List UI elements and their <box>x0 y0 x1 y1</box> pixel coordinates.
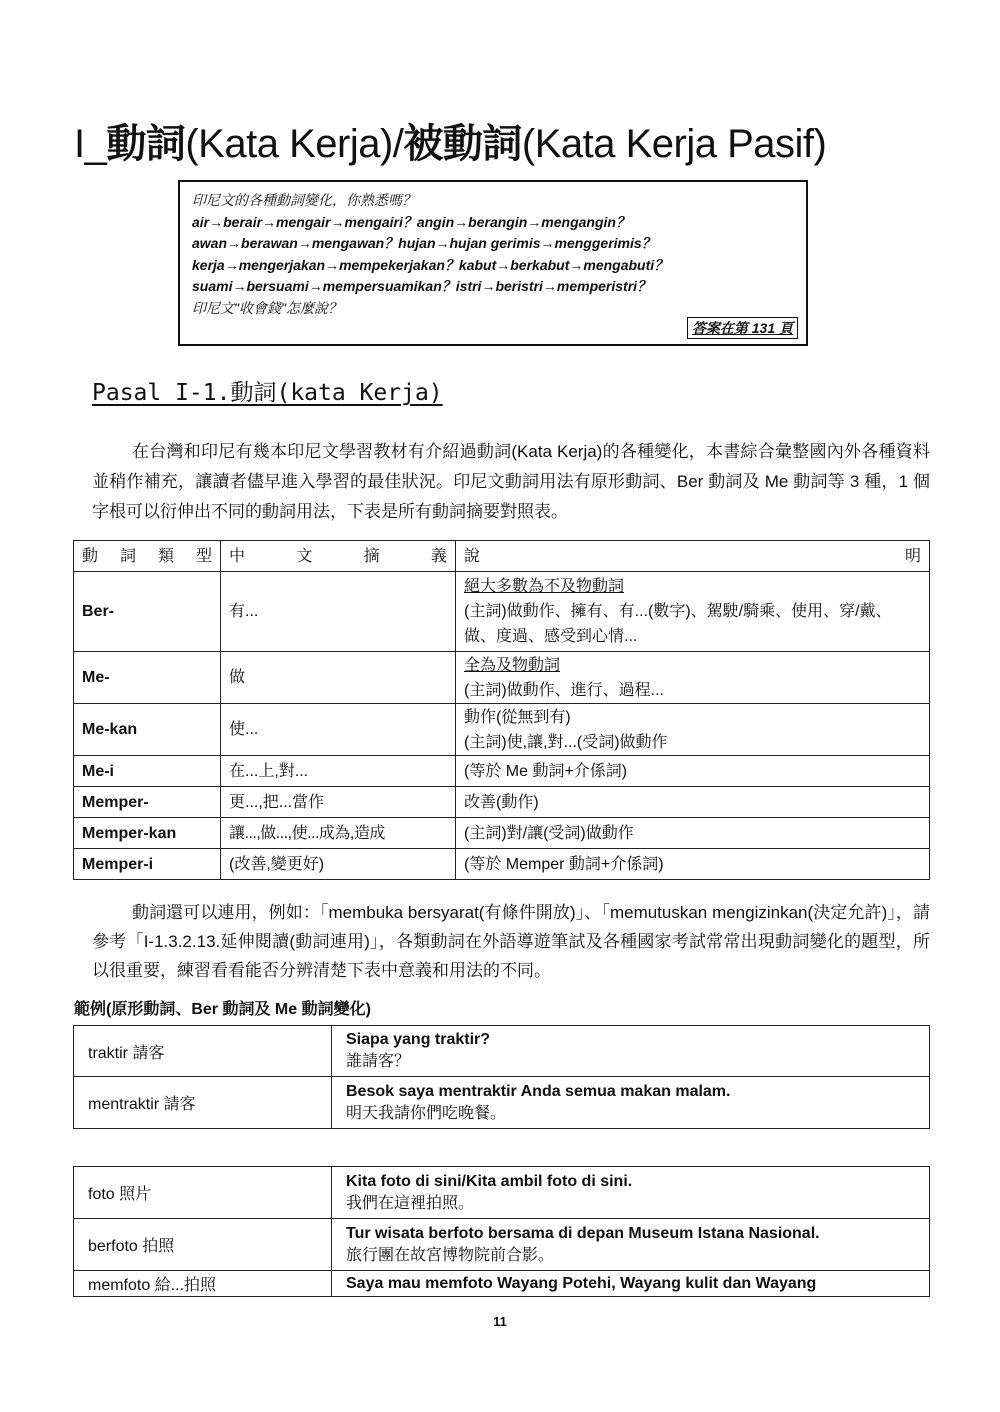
example-gloss: 給...拍照 <box>154 1277 217 1294</box>
header-char: 類 <box>157 547 174 565</box>
example-sentence-zh: 我們在這裡拍照。 <box>346 1194 475 1212</box>
quiz-line: kerja→mengerjakan→mempekerjakan？kabut→berkabut→mengabuti？ <box>192 256 669 273</box>
example-sentence-cell <box>332 1026 930 1077</box>
example-sentence-cell <box>332 1271 930 1297</box>
verb-description-lead: 動作(從無到有) <box>464 708 571 726</box>
verb-meaning: 使... <box>221 704 456 756</box>
example-sentence-id: Besok saya mentraktir Anda semua makan malam. <box>346 1082 731 1100</box>
verb-description <box>456 572 930 652</box>
verb-type: Me- <box>74 652 221 704</box>
header-char: 明 <box>904 547 921 565</box>
quiz-line: awan→berawan→mengawan？hujan→hujan gerimis→menggerimis？ <box>192 235 656 251</box>
example-word: memfoto <box>88 1277 151 1294</box>
header-char: 中 <box>229 547 246 565</box>
table-row <box>74 1026 930 1077</box>
table-row <box>74 652 930 704</box>
table-row <box>74 849 930 880</box>
verb-meaning: 在...上,對... <box>221 756 456 787</box>
verb-type: Me-i <box>74 756 221 787</box>
example-sentence-zh: 明天我請你們吃晚餐。 <box>346 1104 507 1122</box>
verb-description-lead: 全為及物動詞 <box>464 656 561 674</box>
example-sentence-cell <box>332 1077 930 1129</box>
header-type <box>74 541 221 572</box>
example-sentence-cell <box>332 1219 930 1271</box>
verb-summary-table <box>73 540 930 880</box>
verb-type: Memper-kan <box>74 818 221 849</box>
header-char: 動 <box>82 547 99 565</box>
intro-paragraph: 在台灣和印尼有幾本印尼文學習教材有介紹過動詞(Kata Kerja)的各種變化，本書綜合彙整國內外各種資料並稍作補充，讓讀者儘早進入學習的最佳狀況。印尼文動詞用法有原形動詞、Ber 動詞及 Me 動詞等 3 種，1 個字根可以衍伸出不同的動詞用法，下表是所有動詞摘要對照表。 <box>92 442 930 521</box>
page-number: 11 <box>493 1314 507 1329</box>
verb-type: Ber- <box>74 572 221 652</box>
header-char: 說 <box>464 547 481 565</box>
example-word-cell <box>74 1167 332 1219</box>
example-sentence-id: Tur wisata berfoto bersama di depan Museum Istana Nasional. <box>346 1224 820 1242</box>
verb-type: Me-kan <box>74 704 221 756</box>
verb-meaning: 有... <box>221 572 456 652</box>
example-word-cell <box>74 1271 332 1297</box>
table-row <box>74 572 930 652</box>
example-sentence-id: Saya mau memfoto Wayang Potehi, Wayang kulit dan Wayang <box>346 1274 817 1292</box>
header-description <box>456 541 930 572</box>
verb-description: (等於 Me 動詞+介係詞) <box>456 756 930 787</box>
header-char: 詞 <box>119 547 136 565</box>
example-gloss: 拍照 <box>142 1238 175 1255</box>
example-title: 範例(原形動詞、Ber 動詞及 Me 動詞變化) <box>74 1001 371 1018</box>
table-row <box>74 1077 930 1129</box>
header-char: 義 <box>430 547 447 565</box>
chapter-cjk-verb: 動詞 <box>106 122 186 166</box>
verb-meaning: 讓...,做...,使...成為,造成 <box>221 818 456 849</box>
verb-description: (等於 Memper 動詞+介係詞) <box>456 849 930 880</box>
example-word-cell <box>74 1219 332 1271</box>
header-char: 摘 <box>363 547 380 565</box>
example-sentence-zh: 誰請客？ <box>346 1053 411 1070</box>
header-char: 文 <box>296 547 313 565</box>
example-word: mentraktir <box>88 1096 160 1113</box>
conjunction-paragraph: 動詞還可以連用，例如：「membuka bersyarat(有條件開放)」、「memutuskan mengizinkan(決定允許)」，請參考「I-1.3.2.13.延伸閱讀(動詞連用)」，各類動詞在外語導遊筆試及各種國家考試常常出現動詞變化的題型，所以很重要，練習看看能否分辨清楚下表中意義和用法的不同。 <box>92 903 930 980</box>
chapter-prefix: I_ <box>74 122 107 166</box>
table-header-row <box>74 541 930 572</box>
table-row <box>74 1271 930 1297</box>
quiz-line: suami→bersuami→mempersuamikan？istri→beristri→memperistri？ <box>192 278 652 294</box>
chapter-latin-passive: (Kata Kerja Pasif) <box>521 122 827 166</box>
example-table-foto <box>73 1166 930 1297</box>
verb-type: Memper-i <box>74 849 221 880</box>
section-title: Pasal I-1.動詞(kata Kerja) <box>92 380 443 406</box>
example-word: foto <box>88 1186 115 1203</box>
verb-description <box>456 704 930 756</box>
table-row <box>74 1219 930 1271</box>
verb-description: (主詞)對/讓(受詞)做動作 <box>456 818 930 849</box>
verb-meaning: (改善,變更好) <box>221 849 456 880</box>
quiz-question: 印尼文的各種動詞變化，你熟悉嗎？ <box>192 192 416 208</box>
example-gloss: 照片 <box>119 1186 152 1203</box>
verb-meaning: 做 <box>221 652 456 704</box>
chapter-latin-verb: (Kata Kerja)/ <box>185 122 404 166</box>
header-char: 型 <box>195 547 212 565</box>
example-sentence-cell <box>332 1167 930 1219</box>
example-sentence-id: Siapa yang traktir? <box>346 1031 491 1048</box>
header-meaning <box>221 541 456 572</box>
verb-description-text: (主詞)做動作、進行、過程... <box>464 681 664 699</box>
chapter-cjk-passive: 被動詞 <box>403 122 522 166</box>
example-word: traktir <box>88 1044 128 1062</box>
example-sentence-zh: 旅行團在故宮博物院前合影。 <box>346 1246 555 1264</box>
example-sentence-id: Kita foto di sini/Kita ambil foto di sini. <box>346 1172 633 1190</box>
table-row <box>74 704 930 756</box>
quiz-line: air→berair→mengair→mengairi？angin→berangin→mengangin？ <box>192 213 630 230</box>
verb-description <box>456 652 930 704</box>
verb-description: 改善(動作) <box>456 787 930 818</box>
table-row <box>74 787 930 818</box>
example-word-cell <box>74 1026 332 1077</box>
verb-type: Memper- <box>74 787 221 818</box>
example-table-traktir <box>73 1025 930 1129</box>
table-row <box>74 756 930 787</box>
example-word: berfoto <box>88 1238 138 1255</box>
example-gloss: 請客 <box>132 1044 165 1062</box>
table-row <box>74 1167 930 1219</box>
table-row <box>74 818 930 849</box>
quiz-answer-note: 答案在第 131 頁 <box>687 317 798 339</box>
example-gloss: 請客 <box>163 1096 196 1113</box>
example-word-cell <box>74 1077 332 1129</box>
verb-description-lead: 絕大多數為不及物動詞 <box>464 578 625 595</box>
verb-description-text: (主詞)使,讓,對...(受詞)做動作 <box>464 733 668 751</box>
chapter-title <box>74 112 826 169</box>
quiz-question: 印尼文"收會錢"怎麼說？ <box>192 299 342 316</box>
quiz-box <box>178 180 808 346</box>
verb-meaning: 更...,把...當作 <box>221 787 456 818</box>
verb-description-text: (主詞)做動作、擁有、有...(數字)、駕駛/騎乘、使用、穿/戴、做、度過、感受到心情... <box>464 603 892 645</box>
